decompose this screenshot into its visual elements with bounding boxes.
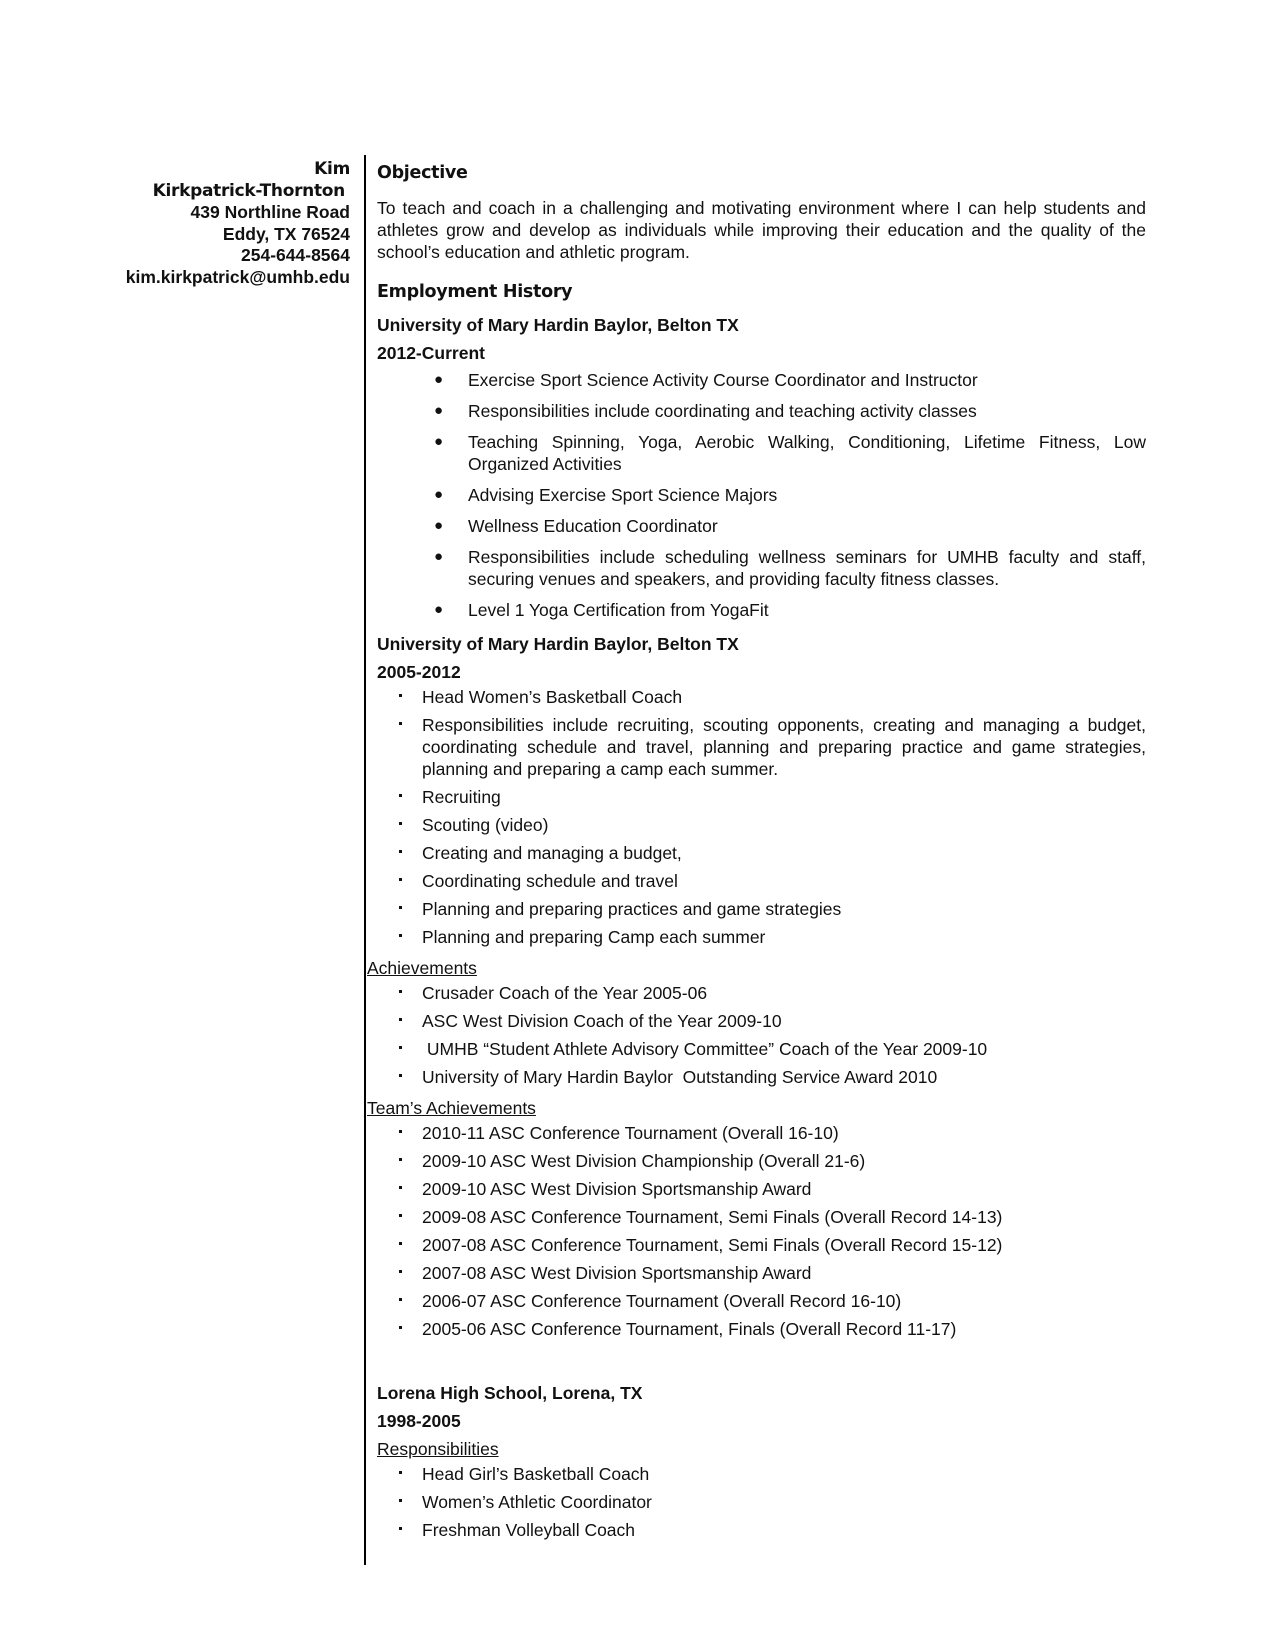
list-item: 2006-07 ASC Conference Tournament (Overall Record 16-10) [370, 1290, 1148, 1318]
list-item: 2010-11 ASC Conference Tournament (Overall 16-10) [370, 1122, 1148, 1150]
list-item: Planning and preparing practices and game strategies [370, 898, 1148, 926]
duties-list [370, 1463, 1148, 1547]
bullet-icon [399, 794, 402, 797]
list-item: ● Wellness Education Coordinator [434, 516, 718, 536]
list-item: Coordinating schedule and travel [370, 870, 1148, 898]
list-item: ● Responsibilities include coordinating and teaching activity classes [434, 401, 977, 421]
email-address: kim.kirkpatrick@umhb.edu [125, 266, 350, 287]
list-item: 2007-08 ASC West Division Sportsmanship Award [370, 1262, 1148, 1290]
bullet-icon: ● [434, 601, 444, 618]
bullet-icon [399, 1074, 402, 1077]
bullet-icon [399, 1499, 402, 1502]
employment-dates: 2012-Current [377, 343, 485, 363]
list-item: Planning and preparing Camp each summer [370, 926, 1148, 954]
vertical-divider [364, 155, 366, 1565]
list-item: Women’s Athletic Coordinator [370, 1491, 1148, 1519]
list-item: 2009-08 ASC Conference Tournament, Semi Finals (Overall Record 14-13) [370, 1206, 1148, 1234]
bullet-icon [399, 878, 402, 881]
list-item: ● Level 1 Yoga Certification from YogaFit [434, 600, 769, 620]
bullet-icon: ● [434, 486, 444, 503]
bullet-icon [399, 1242, 402, 1245]
list-item: Head Women’s Basketball Coach [370, 686, 1148, 714]
duties-list [370, 369, 1148, 621]
list-item: ● Responsibilities include scheduling wellness seminars for UMHB faculty and staff, securing venues and speakers, and providing faculty fitness classes. [434, 547, 1146, 589]
bullet-icon [399, 822, 402, 825]
list-item: Creating and managing a budget, [370, 842, 1148, 870]
bullet-icon: ● [434, 433, 444, 450]
bullet-icon: ● [434, 517, 444, 534]
bullet-icon [399, 990, 402, 993]
phone-number: 254-644-8564 [241, 245, 350, 265]
bullet-icon [399, 1186, 402, 1189]
bullet-icon [399, 934, 402, 937]
bullet-icon [399, 1326, 402, 1329]
list-item: Crusader Coach of the Year 2005-06 [370, 982, 1148, 1010]
address-line-1: 439 Northline Road [190, 202, 350, 222]
list-item: 2009-10 ASC West Division Sportsmanship Award [370, 1178, 1148, 1206]
bullet-icon [399, 1130, 402, 1133]
achievements-list [370, 982, 1148, 1094]
name-last: Kirkpatrick-Thornton [152, 181, 345, 201]
list-item: ● Teaching Spinning, Yoga, Aerobic Walking, Conditioning, Lifetime Fitness, Low Organized Activities [434, 432, 1146, 474]
bullet-icon [399, 1018, 402, 1021]
list-item: UMHB “Student Athlete Advisory Committee” Coach of the Year 2009-10 [370, 1038, 1148, 1066]
employer-name: University of Mary Hardin Baylor, Belton TX [377, 634, 739, 654]
bullet-icon [399, 906, 402, 909]
employer-name: University of Mary Hardin Baylor, Belton TX [377, 315, 739, 335]
bullet-icon [399, 1298, 402, 1301]
bullet-icon: ● [434, 402, 444, 419]
bullet-icon [399, 694, 402, 697]
responsibilities-heading: Responsibilities [377, 1439, 499, 1459]
list-item: Head Girl’s Basketball Coach [370, 1463, 1148, 1491]
bullet-icon [399, 1158, 402, 1161]
employer-name: Lorena High School, Lorena, TX [377, 1383, 643, 1403]
bullet-icon [399, 1214, 402, 1217]
list-item: Responsibilities include recruiting, scouting opponents, creating and managing a budget, coordinating schedule and travel, planning and preparing practice and game strategies, planning and preparing a camp each summer. [370, 714, 1148, 786]
bullet-icon [399, 850, 402, 853]
employment-heading: Employment History [377, 282, 573, 302]
bullet-icon [399, 1471, 402, 1474]
objective-heading: Objective [377, 163, 468, 183]
team-achievements-heading: Team’s Achievements [367, 1098, 536, 1118]
objective-text: To teach and coach in a challenging and motivating environment where I can help students and athletes grow and develop as individuals while improving their education and the quality of the school’s education and athletic program. [377, 198, 1146, 262]
employment-dates: 2005-2012 [377, 662, 461, 682]
address-line-2: Eddy, TX 76524 [222, 223, 350, 244]
employment-dates: 1998-2005 [377, 1411, 461, 1431]
list-item: University of Mary Hardin Baylor Outstanding Service Award 2010 [370, 1066, 1148, 1094]
name-first: Kim [314, 159, 350, 179]
job-entry [370, 1379, 1148, 1547]
list-item: 2005-06 ASC Conference Tournament, Finals (Overall Record 11-17) [370, 1318, 1148, 1346]
contact-block [110, 158, 350, 288]
bullet-icon: ● [434, 371, 444, 388]
list-item: ● Advising Exercise Sport Science Majors [434, 485, 778, 505]
bullet-icon [399, 1527, 402, 1530]
duties-list [370, 686, 1148, 954]
list-item: Scouting (video) [370, 814, 1148, 842]
job-entry [370, 311, 1148, 621]
job-entry [367, 630, 1148, 1346]
bullet-icon [399, 1270, 402, 1273]
bullet-icon [399, 722, 402, 725]
list-item: ASC West Division Coach of the Year 2009-10 [370, 1010, 1148, 1038]
bullet-icon [399, 1046, 402, 1049]
achievements-heading: Achievements [367, 958, 477, 978]
list-item: Freshman Volleyball Coach [370, 1519, 1148, 1547]
list-item: Recruiting [370, 786, 1148, 814]
main-column [367, 162, 1148, 1547]
list-item: ● Exercise Sport Science Activity Course Coordinator and Instructor [434, 370, 978, 390]
list-item: 2009-10 ASC West Division Championship (Overall 21-6) [370, 1150, 1148, 1178]
list-item: 2007-08 ASC Conference Tournament, Semi Finals (Overall Record 15-12) [370, 1234, 1148, 1262]
team-achievements-list [370, 1122, 1148, 1346]
bullet-icon: ● [434, 548, 444, 565]
